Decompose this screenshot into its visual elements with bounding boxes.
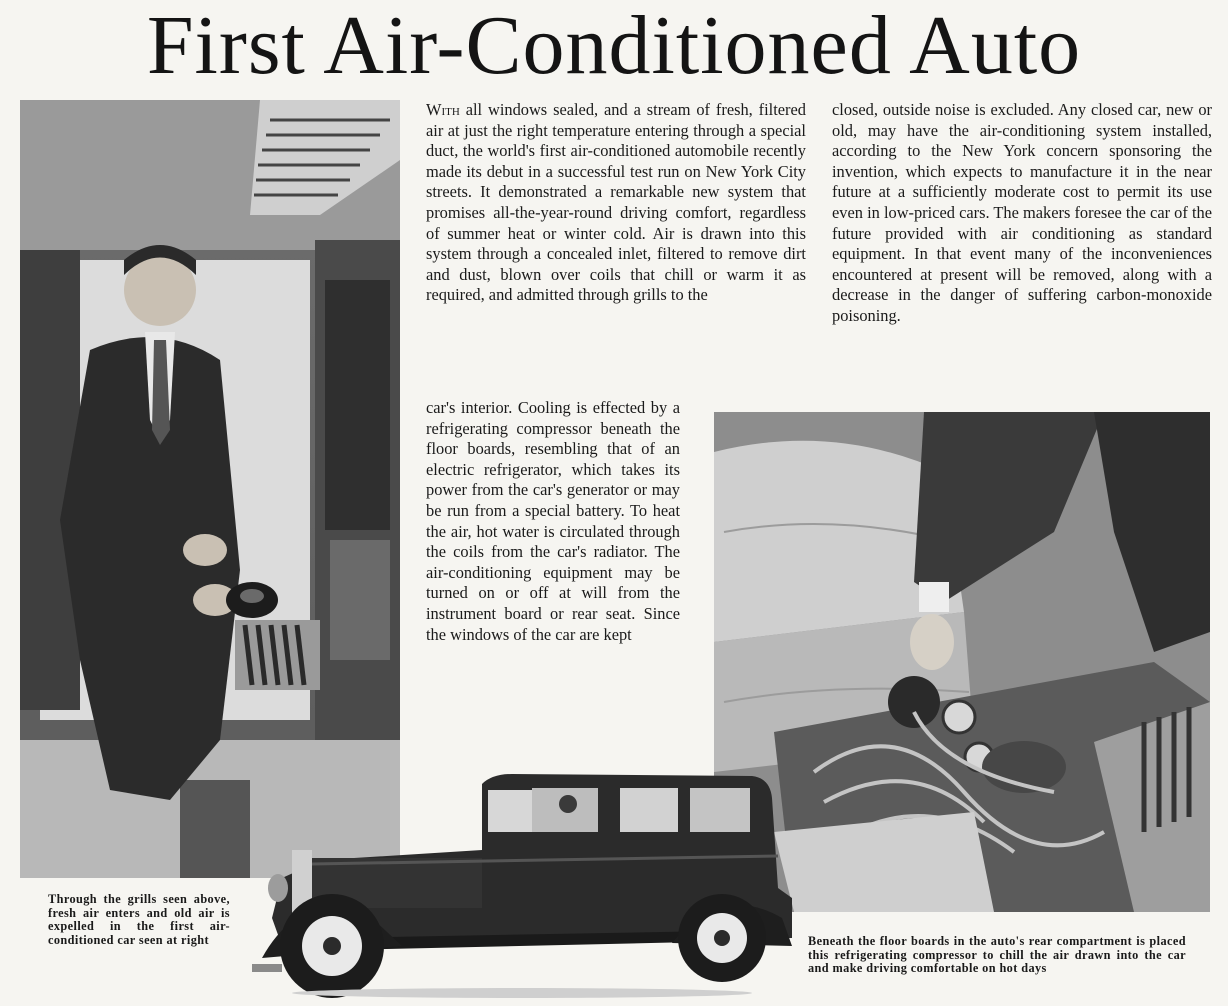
article-column-2 <box>832 100 1212 327</box>
sedan-photo-icon <box>252 768 798 1000</box>
man-at-vent-photo-icon <box>20 100 400 878</box>
article-paragraph-1-continued: car's interior. Cooling is effected by a refrigerating compressor beneath the floor boards, resembling that of an electric refrigerator, which takes its power from the car's generator or may be run from a special battery. To heat the air, hot water is circulated through the coils from the car's radiator. The air-conditioning equipment may be turned on or off at will from the instrument board or rear seat. Since the windows of the car are kept <box>426 398 680 644</box>
lead-word: With <box>426 100 460 119</box>
article-paragraph-2: closed, outside noise is excluded. Any closed car, new or old, may have the air-conditioning system installed, according to the New York concern sponsoring the invention, which expects to manufacture it in the near future at a sufficiently moderate cost to permit its use even in low-priced cars. The makers foresee the car of the future provided with air conditioning as standard equipment. In that event many of the inconveniences encountered at present will be removed, along with a decrease in the danger of suffering carbon-monoxide poisoning. <box>832 100 1212 325</box>
page-title: First Air-Conditioned Auto <box>146 0 1082 92</box>
caption-right: Beneath the floor boards in the auto's rear compartment is placed this refrigerating compressor to chill the air drawn into the car and make driving comfortable on hot days <box>808 934 1186 976</box>
article-column-1-continued <box>426 398 680 645</box>
article-column-1 <box>426 100 806 306</box>
photo-sedan <box>252 768 798 1000</box>
photo-man-at-vent <box>20 100 400 878</box>
article-paragraph-1: With all windows sealed, and a stream of fresh, filtered air at just the right temperature entering through a special duct, the world's first air-conditioned automobile recently made its debut in a successful test run on New York City streets. It demonstrated a remarkable new system that promises all-the-year-round driving comfort, regardless of summer heat or winter cold. Air is drawn into this system through a concealed inlet, filtered to remove dirt and dust, blown over coils that chill or warm it as required, and admitted through grills to the <box>426 100 806 305</box>
caption-left: Through the grills seen above, fresh air enters and old air is expelled in the first air-conditioned car seen at right <box>48 892 230 947</box>
